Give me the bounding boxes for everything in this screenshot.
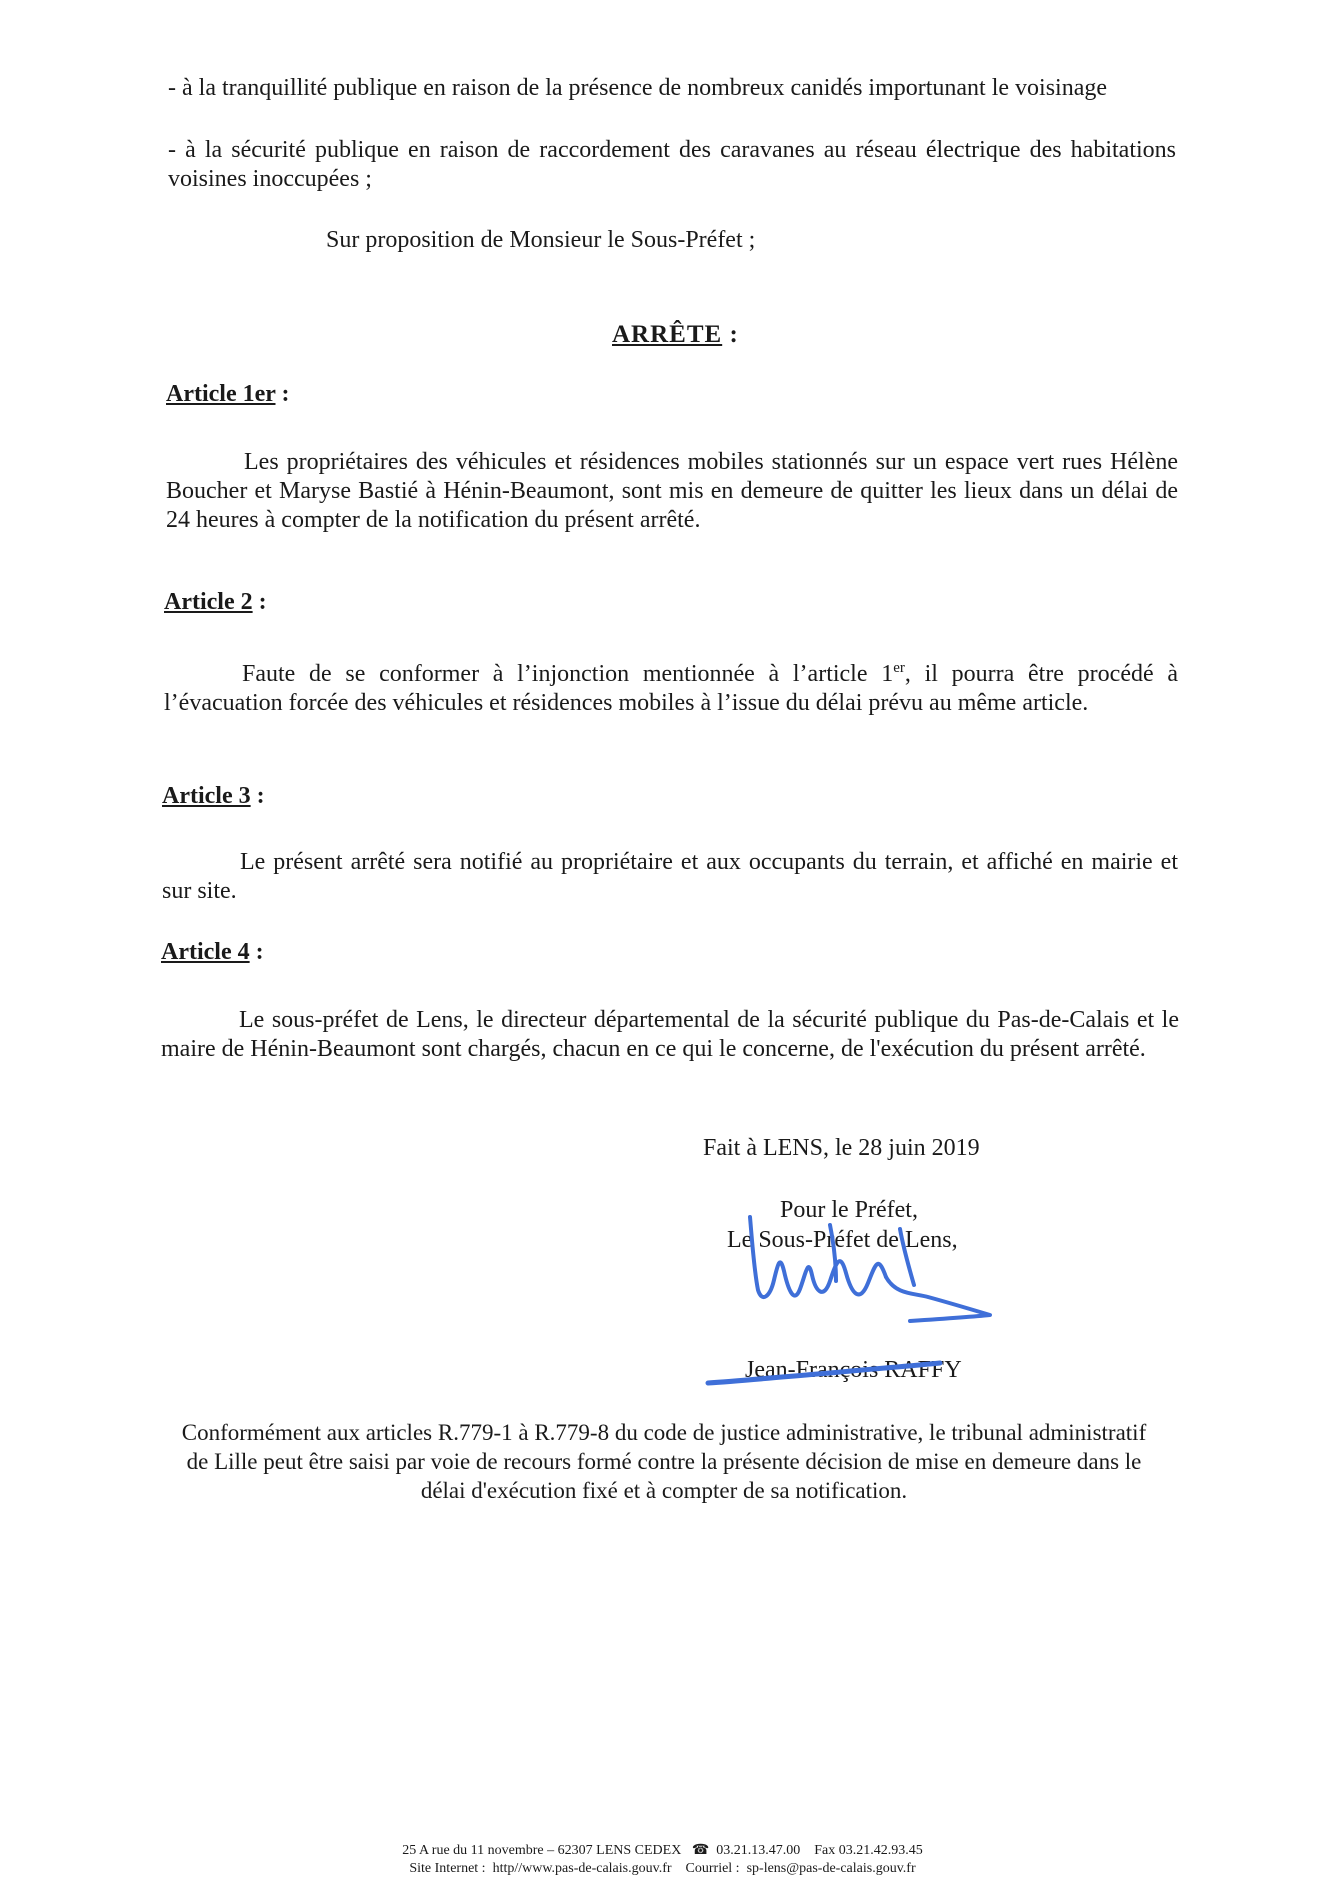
article-2-text-after: , il pourra être procédé à l’évacuation forcée des véhicules et résidences mobiles à l’issue du délai prévu au même article. (164, 661, 1178, 716)
phone-icon: ☎ (691, 1843, 710, 1858)
intro-item-2: - à la sécurité publique en raison de raccordement des caravanes au réseau électrique des habitations voisines inoccupées ; (168, 137, 1176, 192)
appeal-notice: Conformément aux articles R.779-1 à R.779-8 du code de justice administrative, le tribunal administratif de Lille peut être saisi par voie de recours formé contre la présente décision de mise en demeure dans le délai d'exécution fixé et à compter de sa notification. (181, 1420, 1147, 1503)
article-3-text: Le présent arrêté sera notifié au propriétaire et aux occupants du terrain, et affiché en mairie et sur site. (162, 849, 1178, 904)
footer-site-label: Site Internet : (409, 1861, 486, 1876)
article-3-title: Article 3 (162, 783, 251, 809)
article-3-colon: : (250, 783, 265, 809)
footer-phone: 03.21.13.47.00 (716, 1843, 801, 1858)
article-1-colon: : (275, 381, 290, 407)
footer-mail-label: Courriel : (685, 1861, 740, 1876)
footer-site-link[interactable]: http//www.pas-de-calais.gouv.fr (492, 1861, 672, 1876)
article-2-colon: : (252, 589, 267, 615)
article-2-heading (164, 588, 267, 617)
footer-line-2 (0, 1860, 1325, 1878)
arrete-colon: : (722, 321, 739, 348)
article-2-sup: er (893, 660, 905, 676)
article-3-heading (162, 782, 265, 811)
article-1-text: Les propriétaires des véhicules et résidences mobiles stationnés sur un espace vert rues Hélène Boucher et Maryse Bastié à Hénin-Beaumont, sont mis en demeure de quitter les lieux dans un délai de 24 heures à compter de la notification du présent arrêté. (166, 449, 1178, 533)
article-2-text (164, 660, 1178, 718)
footer-fax: Fax 03.21.42.93.45 (814, 1843, 923, 1858)
proposition-line: Sur proposition de Monsieur le Sous-Préfet ; (326, 227, 756, 253)
article-2-title: Article 2 (164, 589, 253, 615)
signatory-name: Jean-François RAFFY (745, 1357, 962, 1383)
article-4-heading (161, 938, 264, 967)
handwritten-signature (700, 1185, 1040, 1395)
article-4-text: Le sous-préfet de Lens, le directeur départemental de la sécurité publique du Pas-de-Calais et le maire de Hénin-Beaumont sont chargés, chacun en ce qui le concerne, de l'exécution du présent arrêté. (161, 1007, 1179, 1062)
arrete-title: ARRÊTE (612, 321, 723, 348)
article-4-colon: : (249, 939, 264, 965)
place-date: Fait à LENS, le 28 juin 2019 (703, 1135, 980, 1161)
signature-for: Pour le Préfet, (780, 1197, 918, 1223)
article-2-text-before: Faute de se conformer à l’injonction mentionnée à l’article 1 (242, 661, 894, 687)
footer-mail-link[interactable]: sp-lens@pas-de-calais.gouv.fr (746, 1861, 916, 1876)
footer-line-1 (0, 1842, 1325, 1860)
arrete-heading (612, 320, 739, 349)
signature-role: Le Sous-Préfet de Lens, (727, 1227, 958, 1253)
article-4-title: Article 4 (161, 939, 250, 965)
intro-item-1: - à la tranquillité publique en raison de la présence de nombreux canidés importunant le voisinage (168, 75, 1108, 101)
article-1-title: Article 1er (166, 381, 276, 407)
article-1-heading (166, 380, 290, 409)
footer-address: 25 A rue du 11 novembre – 62307 LENS CEDEX (402, 1843, 682, 1858)
